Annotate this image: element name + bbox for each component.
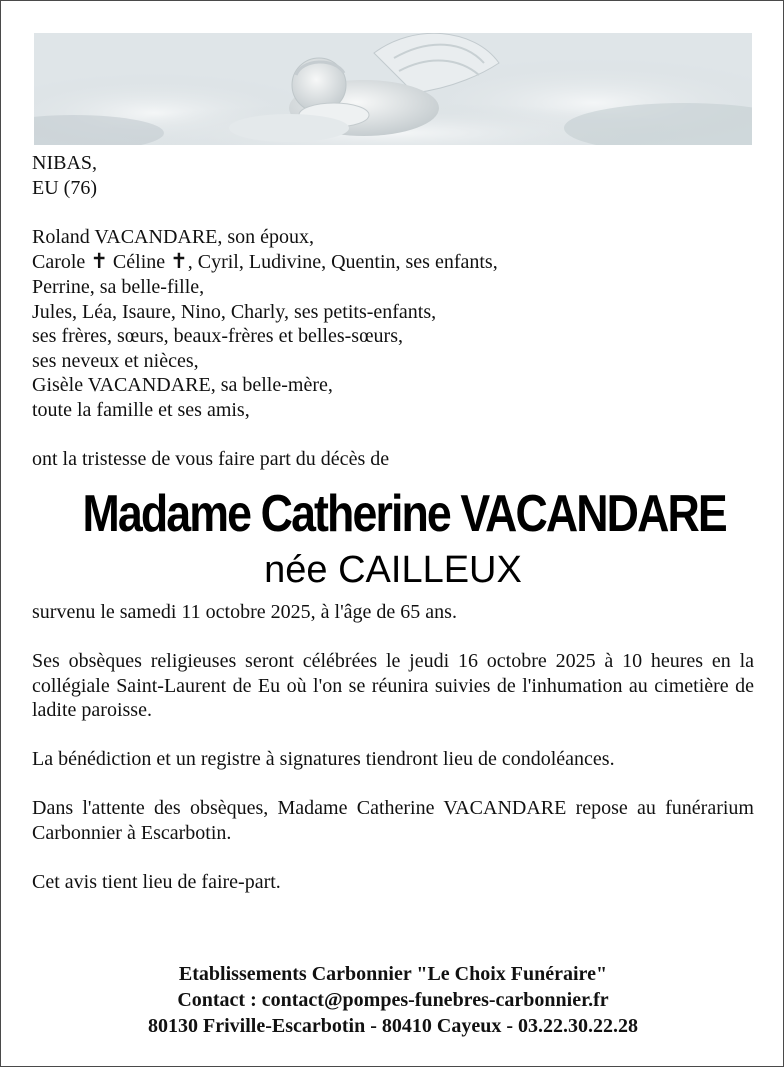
family-line-nephews: ses neveux et nièces, xyxy=(32,349,199,372)
maiden-name: née CAILLEUX xyxy=(264,548,522,591)
family-line-siblings: ses frères, sœurs, beaux-frères et belles-sœurs, xyxy=(32,325,403,348)
angel-banner-image xyxy=(34,33,752,145)
family-line-friends: toute la famille et ses amis, xyxy=(32,398,250,421)
sleeping-angel-illustration xyxy=(34,33,752,145)
death-date-line: survenu le samedi 11 octobre 2025, à l'âge de 65 ans. xyxy=(32,600,457,623)
cross-icon: ✝ xyxy=(170,249,188,274)
family-line-grandchildren: Jules, Léa, Isaure, Nino, Charly, ses petits-enfants, xyxy=(32,300,437,323)
location-line-2: EU (76) xyxy=(32,176,97,199)
rest-place-paragraph: Dans l'attente des obsèques, Madame Catherine VACANDARE repose au funérarium Carbonnier à Escarbotin. xyxy=(32,797,754,845)
funeral-home-footer xyxy=(1,961,784,1039)
company-name: Etablissements Carbonnier "Le Choix Funéraire" xyxy=(178,963,608,985)
condolences-paragraph: La bénédiction et un registre à signatures tiendront lieu de condoléances. xyxy=(32,748,615,771)
family-line-daughter-in-law: Perrine, sa belle-fille, xyxy=(32,275,205,298)
contact-line: Contact : contact@pompes-funebres-carbonnier.fr xyxy=(177,989,609,1011)
cross-icon: ✝ xyxy=(90,249,108,274)
family-line-mother-in-law: Gisèle VACANDARE, sa belle-mère, xyxy=(32,374,333,397)
family-line-spouse: Roland VACANDARE, son époux, xyxy=(32,225,315,248)
funeral-paragraph: Ses obsèques religieuses seront célébrées le jeudi 16 octobre 2025 à 10 heures en la collégiale Saint-Laurent de Eu où l'on se réunira suivies de l'inhumation au cimetière de ladite paroisse. xyxy=(32,649,754,722)
announcement-intro: ont la tristesse de vous faire part du décès de xyxy=(32,448,390,471)
location-line-1: NIBAS, xyxy=(32,152,98,174)
obituary-text xyxy=(32,151,754,895)
address-phone-line: 80130 Friville-Escarbotin - 80410 Cayeux - 03.22.30.22.28 xyxy=(148,1015,638,1037)
notice-line: Cet avis tient lieu de faire-part. xyxy=(32,871,281,894)
deceased-name: Madame Catherine VACANDARE xyxy=(82,484,726,543)
family-line-children: Carole ✝ Céline ✝, Cyril, Ludivine, Quentin, ses enfants, xyxy=(32,249,498,274)
